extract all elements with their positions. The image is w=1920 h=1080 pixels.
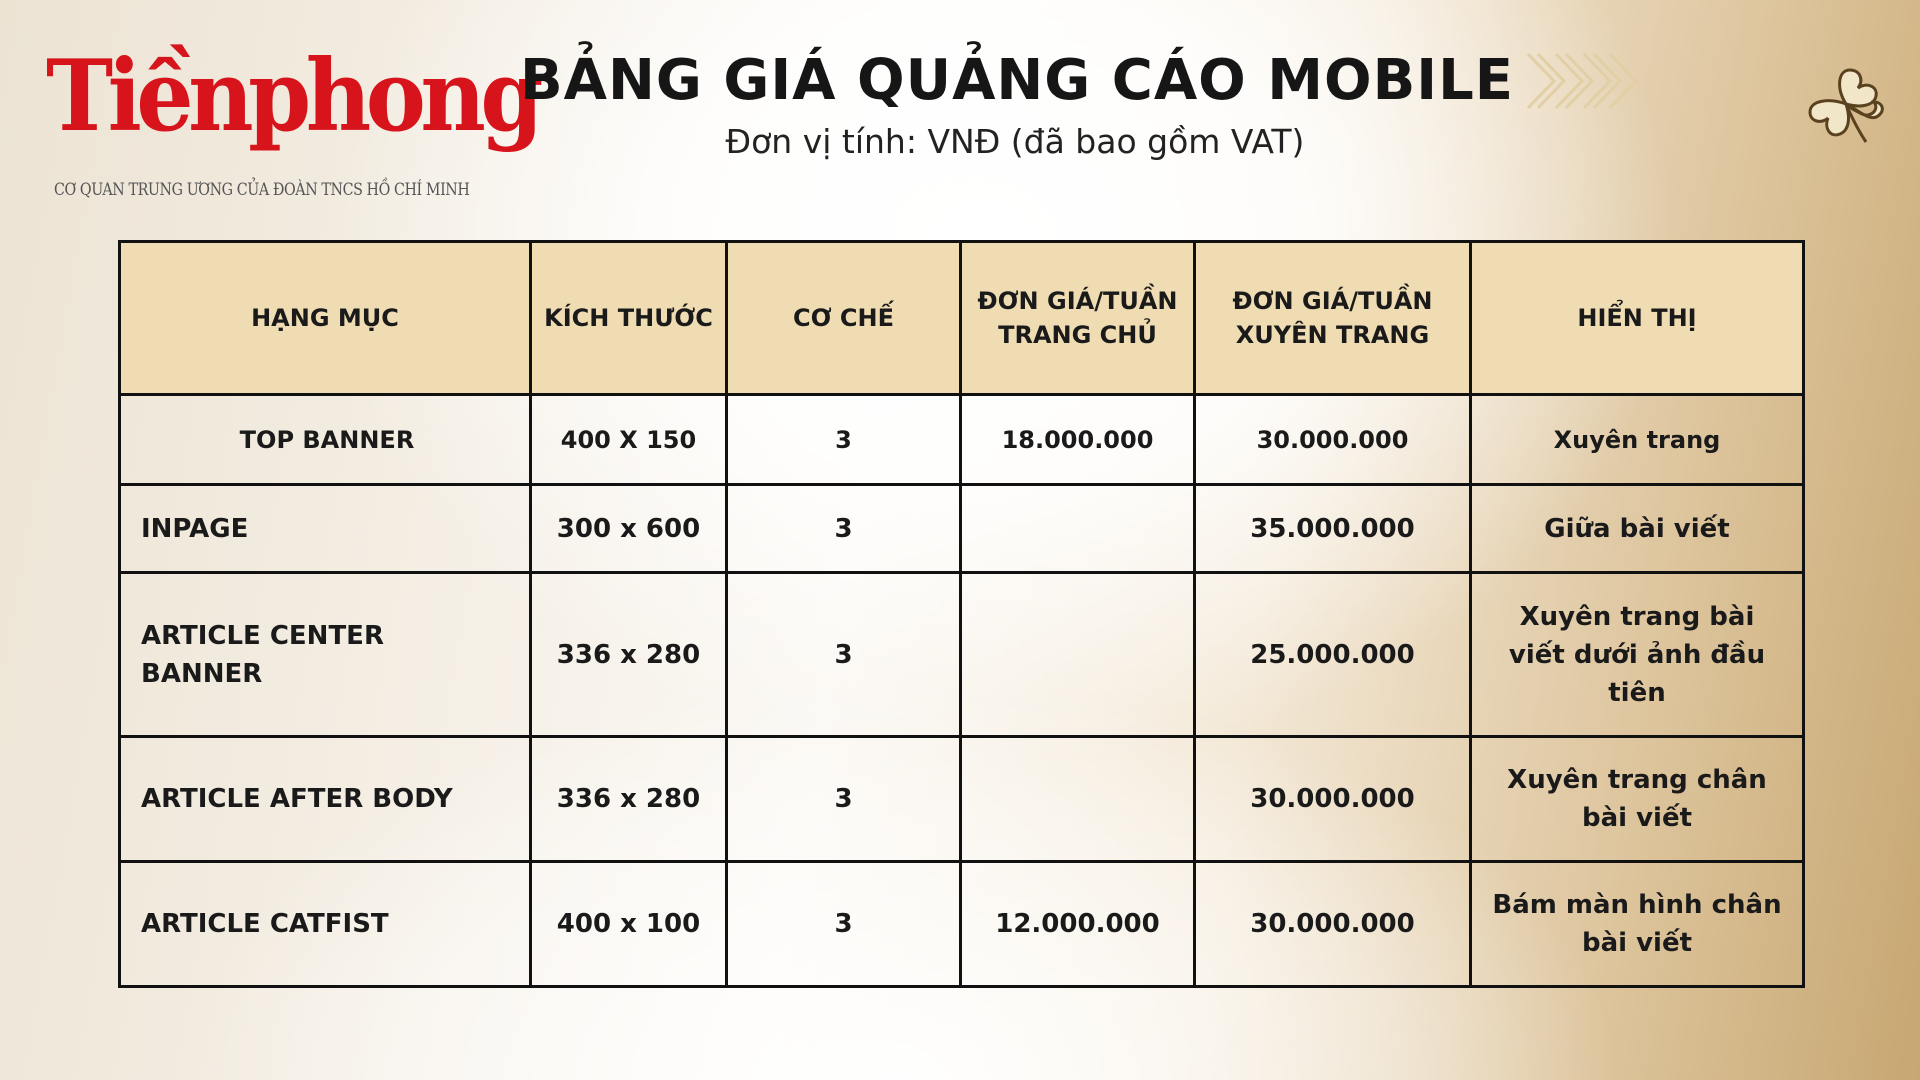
cell-display: Xuyên trang xyxy=(1471,395,1804,485)
logo-tagline: CƠ QUAN TRUNG ƯƠNG CỦA ĐOÀN TNCS HỒ CHÍ MINH xyxy=(54,180,470,200)
cell-display: Xuyên trang bài viết dưới ảnh đầu tiên xyxy=(1471,573,1804,737)
cell-mechanism: 3 xyxy=(727,395,961,485)
cell-site-price: 30.000.000 xyxy=(1195,862,1471,987)
cell-home-price: 12.000.000 xyxy=(961,862,1195,987)
header-home-price: ĐƠN GIÁ/TUẦN TRANG CHỦ xyxy=(961,242,1195,395)
cell-category: TOP BANNER xyxy=(120,395,531,485)
table-row xyxy=(120,395,1804,485)
table-row xyxy=(120,485,1804,573)
cell-display: Giữa bài viết xyxy=(1471,485,1804,573)
header-category: HẠNG MỤC xyxy=(120,242,531,395)
header-size: KÍCH THƯỚC xyxy=(531,242,727,395)
cell-home-price xyxy=(961,485,1195,573)
cell-site-price: 30.000.000 xyxy=(1195,737,1471,862)
cell-mechanism: 3 xyxy=(727,862,961,987)
header-mechanism: CƠ CHẾ xyxy=(727,242,961,395)
header-display: HIỂN THỊ xyxy=(1471,242,1804,395)
table-row xyxy=(120,862,1804,987)
cell-display: Xuyên trang chân bài viết xyxy=(1471,737,1804,862)
cell-category: ARTICLE AFTER BODY xyxy=(120,737,531,862)
table-row xyxy=(120,737,1804,862)
cell-site-price: 35.000.000 xyxy=(1195,485,1471,573)
cell-display: Bám màn hình chân bài viết xyxy=(1471,862,1804,987)
table-header-row xyxy=(120,242,1804,395)
cell-mechanism: 3 xyxy=(727,485,961,573)
price-table xyxy=(118,240,1805,988)
page-subtitle: Đơn vị tính: VNĐ (đã bao gồm VAT) xyxy=(725,122,1305,161)
cell-size: 300 x 600 xyxy=(531,485,727,573)
logo xyxy=(46,39,538,204)
logo-wordmark: Tiềnphong xyxy=(46,39,538,154)
chevrons-icon xyxy=(1524,50,1640,112)
cell-home-price: 18.000.000 xyxy=(961,395,1195,485)
cell-category: INPAGE xyxy=(120,485,531,573)
cell-size: 336 x 280 xyxy=(531,573,727,737)
cell-home-price xyxy=(961,737,1195,862)
cell-home-price xyxy=(961,573,1195,737)
cell-mechanism: 3 xyxy=(727,737,961,862)
table-row xyxy=(120,573,1804,737)
cell-mechanism: 3 xyxy=(727,573,961,737)
cell-site-price: 30.000.000 xyxy=(1195,395,1471,485)
clover-icon xyxy=(1800,64,1892,148)
cell-category: ARTICLE CENTER BANNER xyxy=(120,573,531,737)
cell-size: 336 x 280 xyxy=(531,737,727,862)
header-site-price: ĐƠN GIÁ/TUẦN XUYÊN TRANG xyxy=(1195,242,1471,395)
cell-size: 400 x 100 xyxy=(531,862,727,987)
cell-category: ARTICLE CATFIST xyxy=(120,862,531,987)
cell-site-price: 25.000.000 xyxy=(1195,573,1471,737)
cell-size: 400 X 150 xyxy=(531,395,727,485)
page-title: BẢNG GIÁ QUẢNG CÁO MOBILE xyxy=(520,48,1515,113)
